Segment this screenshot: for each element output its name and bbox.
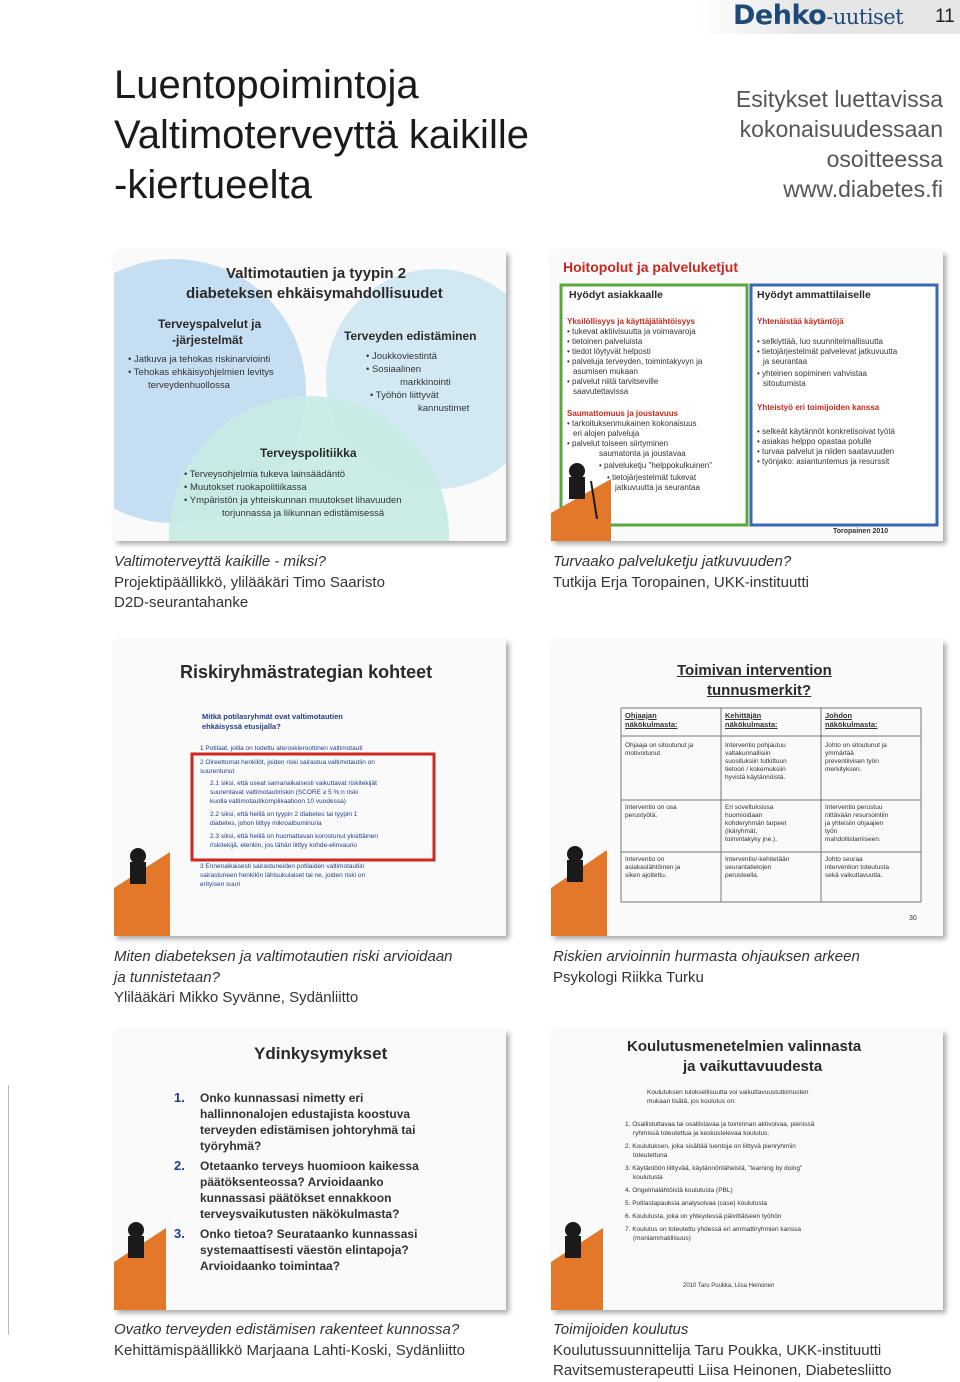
slide-4-title-2: tunnusmerkit? xyxy=(707,682,812,699)
slide-6-item: 7. Koulutus on toteutettu yhdessä eri ammattiryhmien kanssa xyxy=(625,1226,801,1233)
slide-6-footer: 2010 Taru Poukka, Liisa Heinonen xyxy=(683,1283,775,1289)
slide-6-item: 5. Potilastapauksia analysoivaa (case) koulutusta xyxy=(625,1200,767,1207)
slide-1-col3-line: torjunnassa ja liikunnan edistämisessä xyxy=(222,508,385,519)
slide-2-left-line: • tukevat aktiivisuutta ja voimavaroja xyxy=(567,327,696,336)
slide-1-col2-head: Terveyden edistäminen xyxy=(344,329,477,343)
caption-line: Psykologi Riikka Turku xyxy=(553,968,704,986)
slide-4-cell: siken ajoitettu. xyxy=(625,872,667,879)
slide-intervention-traits xyxy=(551,640,943,936)
slide-5-question-line: päätöksenteossa? Arvioidaanko xyxy=(200,1175,384,1189)
slide-4-cell: motivoitunut. xyxy=(625,750,662,757)
slide-5-number: 3. xyxy=(174,1226,185,1241)
slide-5-question-line: hallinnonalojen edustajista koostuva xyxy=(200,1107,411,1121)
slide-4-cell: (ikäryhmät, xyxy=(725,828,758,835)
slide-6-item: 6. Koulutusta, joka on yhteydessä päivittäiseen työhön xyxy=(625,1213,782,1220)
slide-4-cell: Interventio on xyxy=(625,856,665,863)
slide-4-cell: mahdollistamiseen. xyxy=(825,836,881,843)
slide-4-cell: merkityksen. xyxy=(825,766,862,773)
slide-2-title: Hoitopolut ja palveluketjut xyxy=(563,259,739,275)
slide-6-intro: Koulutuksen tuloksellisuutta voi vaikuttavuustutkimusten xyxy=(647,1089,809,1096)
slide-3-item: 1 Potilaat, joilla on todettu ateroskleroottinen valtimotauti xyxy=(200,745,363,752)
slide-2-left-line: eri alojen palveluja xyxy=(573,429,640,438)
presentations-note: Esitykset luettavissa kokonaisuudessaan osoitteessa www.diabetes.fi xyxy=(735,86,943,202)
slide-2-left-line: Saumattomuus ja joustavuus xyxy=(567,409,679,418)
slide-4-cell: toimintakyky jne.). xyxy=(725,836,778,843)
slide-2-left-line: • palvelut toiseen siirtyminen xyxy=(567,439,669,448)
caption-question: Ovatko terveyden edistämisen rakenteet kunnossa? xyxy=(114,1321,460,1338)
slide-4-col-head: Kehittäjän xyxy=(725,711,762,720)
slide-3-title: Riskiryhmästrategian kohteet xyxy=(180,662,433,682)
slide-5-question-line: Onko kunnassasi nimetty eri xyxy=(200,1091,364,1105)
slide-2-right-head: Hyödyt ammattilaiselle xyxy=(757,289,871,301)
slide-2-right-line: Yhtenäistää käytäntöjä xyxy=(757,317,844,326)
slide-1-col2-line: kannustimet xyxy=(418,403,470,414)
slide-6-item: koulutusta xyxy=(633,1174,663,1181)
slide-2-right-line: Yhteistyö eri toimijoiden kanssa xyxy=(757,403,880,412)
slide-2-right-line: • yhteinen sopiminen vahvistaa xyxy=(757,369,867,378)
slide-4-cell: Interventio perustuu xyxy=(825,804,883,811)
caption-line: Tutkija Erja Toropainen, UKK-instituutti xyxy=(553,573,809,591)
slide-3-item: 2 Oireettomat henkilöt, joiden riski sairastua valtimotautiin on xyxy=(200,759,375,766)
slide-2-left-line: • palveluketju "helppokulkuinen" xyxy=(599,461,712,470)
slide-3-item: 2.2 siksi, että heillä on tyypin 2 diabetes tai tyypin 1 xyxy=(210,811,358,818)
slide-4-cell: kohderyhmän tarpeet xyxy=(725,820,787,827)
slide-4-cell: sekä vaikuttavuutta. xyxy=(825,872,883,879)
slide-1-col1-line: • Jatkuva ja tehokas riskinarviointi xyxy=(128,354,271,365)
caption-line: D2D-seurantahanke xyxy=(114,594,249,611)
slide-6-item: 3. Käytäntöön liittyvää, käytännönläheistä, "learning by doing" xyxy=(625,1165,803,1172)
caption-line: Projektipäällikkö, ylilääkäri Timo Saaristo xyxy=(114,573,385,591)
slide-2-right-line: ja seurantaa xyxy=(763,357,808,366)
caption-4 xyxy=(553,947,860,988)
slide-5-question-line: Arvioidaanko toimintaa? xyxy=(200,1259,341,1273)
slide-care-pathways xyxy=(551,251,943,541)
slide-2-right-line: • asiakas helppo opastaa polulle xyxy=(757,437,872,446)
slide-4-cell: asiakaslähtöinen ja xyxy=(625,864,681,871)
slide-2-left-line: • palveluja terveyden, toimintakyvyn ja xyxy=(567,357,703,366)
slide-1-title-2: diabeteksen ehkäisymahdollisuudet xyxy=(186,285,443,302)
slide-1-col1-line: • Tehokas ehkäisyohjelmien levitys xyxy=(128,367,274,378)
slide-2-footer: Toropainen 2010 xyxy=(833,528,889,535)
slide-4-col-head: näkökulmasta: xyxy=(625,720,678,729)
margin-rule xyxy=(8,1085,9,1335)
slide-1-col2-line: markkinointi xyxy=(400,377,451,388)
slide-2-left-line: saavutettavissa xyxy=(573,387,629,396)
slide-2-left-line: Yksilöllisyys ja käyttäjälähtöisyys xyxy=(567,317,696,326)
slide-6-item: 1. Osallistuttavaa tai osallistavaa ja toiminnan aktivoivaa, pienissä xyxy=(625,1121,815,1128)
caption-question: Turvaako palveluketju jatkuvuuden? xyxy=(553,553,792,570)
caption-question: Miten diabeteksen ja valtimotautien riski arvioidaan xyxy=(114,948,453,965)
slide-6-item: 4. Ongelmalähtöistä koulutusta (PBL) xyxy=(625,1187,733,1194)
slide-5-title: Ydinkysymykset xyxy=(254,1044,388,1063)
slide-2-left-line: saumatonta ja joustavaa xyxy=(599,449,686,458)
slide-4-cell: preventiivisen työn xyxy=(825,758,879,765)
slide-4-cell: ymmärtää xyxy=(825,750,854,757)
slide-1-col1-head: Terveyspalvelut ja xyxy=(158,317,262,331)
slide-4-cell: Interventio/-kehitetään xyxy=(725,856,790,863)
slide-4-title-1: Toimivan intervention xyxy=(677,662,832,679)
slide-3-item: 2.1 siksi, että useat samanaikaisesti vaikuttavat riskitekijät xyxy=(210,780,377,787)
slide-risk-group-strategy xyxy=(114,640,506,936)
slide-training-methods xyxy=(551,1030,943,1310)
page-number: 11 xyxy=(935,6,955,27)
slide-5-question-line: Otetaanko terveys huomioon kaikessa xyxy=(200,1159,419,1173)
slide-core-questions xyxy=(114,1030,506,1310)
slide-3-item: 2.3 siksi, että heillä on huomattavan korostunut yksittäinen xyxy=(210,833,379,840)
slide-5-question-line: kunnassasi päätökset ennakkoon xyxy=(200,1191,392,1205)
slide-4-cell: hyvistä käytännöistä. xyxy=(725,774,786,781)
slide-4-cell: Johto seuraa xyxy=(825,856,863,863)
slide-6-item: toteutettuna xyxy=(633,1152,668,1159)
slide-1-col1-line: terveydenhuollossa xyxy=(148,380,230,391)
caption-question: ja tunnistetaan? xyxy=(114,968,220,986)
slide-2-left-line: • tarkoituksenmukainen kokonaisuus xyxy=(567,419,697,428)
page-title: Luentopoimintoja Valtimoterveyttä kaikille -kiertueelta xyxy=(114,63,529,207)
slide-2-right-line: • turvaa palvelut ja niiden saatavuuden xyxy=(757,447,895,456)
slide-5-question-line: systemaattisesti väestön elintapoja? xyxy=(200,1243,409,1257)
slide-4-cell: seurantatietojen xyxy=(725,864,772,871)
slide-2-left-line: • tietojärjestelmät tukevat xyxy=(607,473,697,482)
caption-1 xyxy=(114,552,385,614)
slide-4-cell: riittävään resursointiin xyxy=(825,812,889,819)
caption-line: Ravitsemusterapeutti Liisa Heinonen, Diabetesliitto xyxy=(553,1362,892,1379)
slide-3-question: ehkäisyssä etusijalla? xyxy=(202,722,281,731)
slide-3-item: sairastuneen henkilön lähisukulaiset tai ne, joiden riski on xyxy=(200,872,366,879)
slide-2-left-line: jatkuvuutta ja seurantaa xyxy=(615,483,700,492)
slide-prevention-options xyxy=(114,251,506,541)
caption-question: Riskien arvioinnin hurmasta ohjauksen arkeen xyxy=(553,948,860,965)
slide-4-cell: suosituksiin tutkittuun xyxy=(725,758,787,765)
slide-3-item: erityisen suuri xyxy=(200,881,241,888)
slide-1-col2-line: • Joukkoviestintä xyxy=(366,351,437,362)
slide-4-cell: perustyötä. xyxy=(625,812,658,819)
slide-2-left-line: • palvelut niitä tarvitseville xyxy=(567,377,659,386)
slide-4-cell: tietoon / kokemuksiin xyxy=(725,766,786,773)
slide-4-col-head: näkökulmasta: xyxy=(725,720,778,729)
slide-4-cell: Eri soveltuksissa xyxy=(725,804,774,811)
slide-4-cell: intervention toteutusta xyxy=(825,864,889,871)
slide-4-cell: Ohjaaja on sitoutunut ja xyxy=(625,742,694,749)
slide-6-item: ryhmissä toteutettua ja keskustelevaa koulutus. xyxy=(633,1130,770,1137)
slide-1-col2-line: • Työhön liittyvät xyxy=(370,390,439,401)
slide-3-item: riskitekijä, etenkin, jos tähän liittyy kohde-elinvaurio xyxy=(210,842,358,849)
slide-5-question-line: työryhmä? xyxy=(200,1139,262,1153)
slide-3-item: kuolla valtimotautikomplikaatioon 10 vuodessa) xyxy=(210,798,346,805)
slide-6-intro: mukaan lisätä, jos koulutus on: xyxy=(647,1098,736,1105)
slide-2-right-line: • työnjako: asiantuntemus ja resurssit xyxy=(757,457,890,466)
slide-4-cell: työn xyxy=(825,828,838,835)
caption-5 xyxy=(114,1320,465,1361)
slide-1-col3-line: • Terveysohjelmia tukeva lainsäädäntö xyxy=(184,469,346,480)
slide-2-left-line: asumisen mukaan xyxy=(573,367,638,376)
slide-4-page-number: 30 xyxy=(909,915,917,922)
slide-4-col-head: Ohjaajan xyxy=(625,711,657,720)
slide-3-item: suurentunut xyxy=(200,768,235,775)
slide-1-col3-line: • Muutokset ruokapolitiikassa xyxy=(184,482,307,493)
caption-line: Kehittämispäällikkö Marjaana Lahti-Koski, Sydänliitto xyxy=(114,1341,466,1359)
slide-3-item: 3 Ennenaikaisesti sairastuneiden potilaiden valtimotautiin xyxy=(200,863,365,870)
slide-6-title-1: Koulutusmenetelmien valinnasta xyxy=(627,1038,862,1055)
slide-6-item: 2. Koulutuksen, joka sisältää luentoja on liittyvä pienryhmiin xyxy=(625,1143,796,1150)
slide-4-col-head: Johdon xyxy=(825,711,853,720)
slide-4-cell: valtakunnallisiin xyxy=(725,750,771,757)
slide-1-col1-head-2: -järjestelmät xyxy=(172,333,243,347)
caption-6 xyxy=(553,1320,892,1382)
slide-5-number: 1. xyxy=(174,1090,185,1105)
slide-4-cell: perusteella. xyxy=(725,872,759,879)
caption-2 xyxy=(553,552,809,593)
slide-2-right-line: sitoutumista xyxy=(763,379,806,388)
slide-5-question-line: terveyden edistämisen johtoryhmä tai xyxy=(200,1123,416,1137)
slide-1-title-1: Valtimotautien ja tyypin 2 xyxy=(226,265,407,282)
slide-2-right-line: • selkiyttää, luo suunnitelmallisuutta xyxy=(757,337,883,346)
slide-3-item: suurentavat valtimotautiriskin (SCORE ≥ 5 %:n riski xyxy=(210,789,359,796)
slide-4-cell: Interventio pohjautuu xyxy=(725,742,786,749)
slide-2-left-head: Hyödyt asiakkaalle xyxy=(569,289,663,301)
caption-line: Koulutussuunnittelija Taru Poukka, UKK-instituutti xyxy=(553,1341,882,1359)
slide-1-col2-line: • Sosiaalinen xyxy=(366,364,422,375)
slide-3-item: diabetes, johon liittyy mikroalbuminuria xyxy=(210,820,322,827)
slide-1-col3-line: • Ympäristön ja yhteiskunnan muutokset lihavuuden xyxy=(184,495,402,506)
slide-4-cell: ja yhteisiin ohjaajien xyxy=(825,820,884,827)
slide-1-col3-head: Terveyspolitiikka xyxy=(260,446,357,460)
slide-4-cell: Interventio on osa xyxy=(625,804,677,811)
slide-4-cell: huomioidaan xyxy=(725,812,763,819)
caption-question: Toimijoiden koulutus xyxy=(553,1321,689,1338)
slide-5-question-line: Onko tietoa? Seurataanko kunnassasi xyxy=(200,1227,418,1241)
slide-5-number: 2. xyxy=(174,1158,185,1173)
slide-4-cell: Johto on sitoutunut ja xyxy=(825,742,887,749)
slide-2-right-line: • tietojärjestelmät palvelevat jatkuvuutta xyxy=(757,347,898,356)
brand-logo: Dehko-uutiset xyxy=(733,0,904,31)
slide-6-item: (moniammatillisuus) xyxy=(633,1235,691,1242)
slide-2-left-line: • tietoinen palveluista xyxy=(567,337,643,346)
slide-2-left-line: • tiedot löytyvät helposti xyxy=(567,347,651,356)
slide-6-title-2: ja vaikuttavuudesta xyxy=(683,1058,823,1075)
caption-question: Valtimoterveyttä kaikille - miksi? xyxy=(114,553,326,570)
slide-2-right-line: • selkeät käytännöt konkretisoivat työtä xyxy=(757,427,895,436)
caption-line: Ylilääkäri Mikko Syvänne, Sydänliitto xyxy=(114,989,359,1006)
caption-3 xyxy=(114,947,453,1009)
slide-5-question-line: terveysvaikutusten näkökulmasta? xyxy=(200,1207,400,1221)
slide-4-col-head: näkökulmasta: xyxy=(825,720,878,729)
slide-3-question: Mitkä potilasryhmät ovat valtimotautien xyxy=(202,712,343,721)
